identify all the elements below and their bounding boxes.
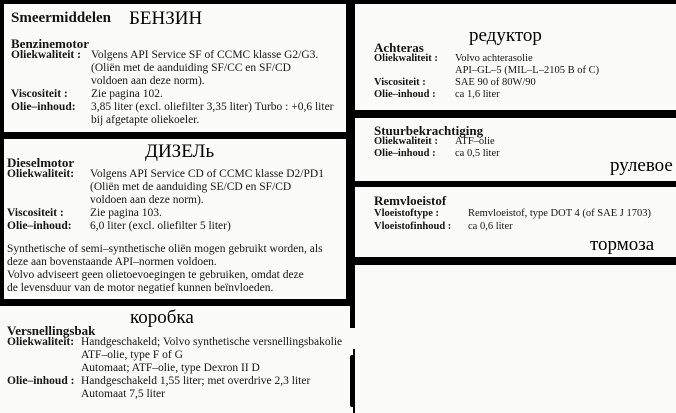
row-value: voldoen aan deze norm). [90, 194, 204, 206]
row-value: (Oliën met de aanduiding SF/CC en SF/CD [91, 62, 291, 74]
row-label: Olie–inhoud : [374, 148, 436, 159]
note-line: Synthetische of semi–synthetische oliën mogen gebruikt worden, als [7, 243, 323, 255]
row-value: ATF–olie, type F of G [81, 349, 183, 361]
section-title-rear-axle: Achteras [374, 40, 424, 55]
row-label: Oliekwaliteit : [374, 53, 438, 64]
row-value: ca 0,6 liter [468, 221, 513, 232]
brake-panel [355, 187, 676, 257]
row-label: Olie–inhoud : [7, 375, 75, 387]
steering-panel [355, 118, 676, 181]
row-value: 6,0 liter (excl. oliefilter 5 liter) [90, 220, 231, 232]
gap-filler [353, 328, 355, 349]
row-value: Automaat; ATF–olie, type Dexron II D [81, 362, 260, 374]
row-label: Oliekwaliteit : [374, 136, 438, 147]
row-value: Automaat 7,5 liter [81, 388, 165, 400]
row-label: Oliekwaliteit : [11, 49, 81, 61]
row-value: (Oliën met de aanduiding SE/CD en SF/CD [90, 181, 292, 193]
row-value: Handgeschakeld 1,55 liter; met overdrive 2,3 liter [81, 375, 311, 387]
benzine-panel [4, 4, 346, 132]
ru-label-steering: рулевое [610, 155, 673, 176]
row-value: bij afgetapte oliekoeler. [91, 114, 200, 126]
row-value: Zie pagina 103. [90, 207, 162, 219]
page-header: Smeermiddelen [11, 10, 111, 26]
note-line: Volvo adviseert geen olietoevoegingen te gebruiken, omdat deze [7, 269, 304, 281]
row-value: Volgens API Service CD of CCMC klasse D2/PD1 [90, 168, 324, 180]
row-label: Oliekwaliteit: [7, 168, 75, 180]
row-label: Vloeistoftype : [374, 208, 440, 219]
row-value: Zie pagina 102. [91, 88, 163, 100]
section-title-steering: Stuurbekrachtiging [374, 123, 484, 138]
ru-label-diesel: ДИЗЕЛь [145, 141, 215, 162]
row-label: Viscositeit : [7, 207, 64, 219]
section-title-gearbox: Versnellingsbak [7, 323, 96, 338]
rear-axle-panel [355, 4, 676, 110]
row-value: Handgeschakeld; Volvo synthetische versnellingsbakolie [81, 336, 343, 348]
row-label: Viscositeit : [11, 88, 68, 100]
row-value: 3,85 liter (excl. oliefilter 3,35 liter) Turbo : +0,6 liter [91, 101, 334, 113]
section-title-benzine: Benzinemotor [11, 36, 89, 51]
divider [350, 306, 355, 328]
row-value: SAE 90 of 80W/90 [455, 77, 536, 88]
blank-area [355, 265, 676, 413]
section-title-diesel: Dieselmotor [7, 155, 75, 170]
row-value: ca 0,5 liter [455, 148, 500, 159]
section-title-brake: Remvloeistof [374, 193, 447, 208]
ru-label-brake: тормоза [590, 234, 655, 255]
ru-label-gearbox: коробка [130, 307, 194, 328]
row-value: ca 1,6 liter [455, 89, 500, 100]
row-value: API–GL–5 (MIL–L–2105 B of C) [455, 65, 600, 76]
row-value: Volgens API Service SF of CCMC klasse G2/G3. [91, 49, 319, 61]
ru-label-benzine: БЕНЗИН [129, 8, 203, 29]
row-label: Viscositeit : [374, 77, 426, 88]
ru-label-rear-axle: редуктор [469, 25, 542, 46]
row-value: Remvloeistof, type DOT 4 (of SAE J 1703) [468, 208, 651, 219]
diesel-panel [4, 139, 346, 299]
row-label: Vloeistofinhoud : [374, 221, 452, 232]
row-label: Olie–inhoud: [11, 101, 76, 113]
row-value: ATF–olie [455, 136, 495, 147]
row-value: voldoen aan deze norm). [91, 75, 205, 87]
note-line: deze aan bovenstaande API–normen voldoen. [7, 256, 217, 268]
row-value: Volvo achterasolie [455, 53, 533, 64]
row-label: Oliekwaliteit: [7, 336, 75, 348]
note-line: de levensduur van de motor negatief kunnen beïnvloeden. [7, 282, 274, 294]
row-label: Olie–inhoud : [374, 89, 436, 100]
divider [350, 355, 355, 407]
row-label: Olie–inhoud: [7, 220, 72, 232]
gearbox-panel [0, 306, 353, 413]
